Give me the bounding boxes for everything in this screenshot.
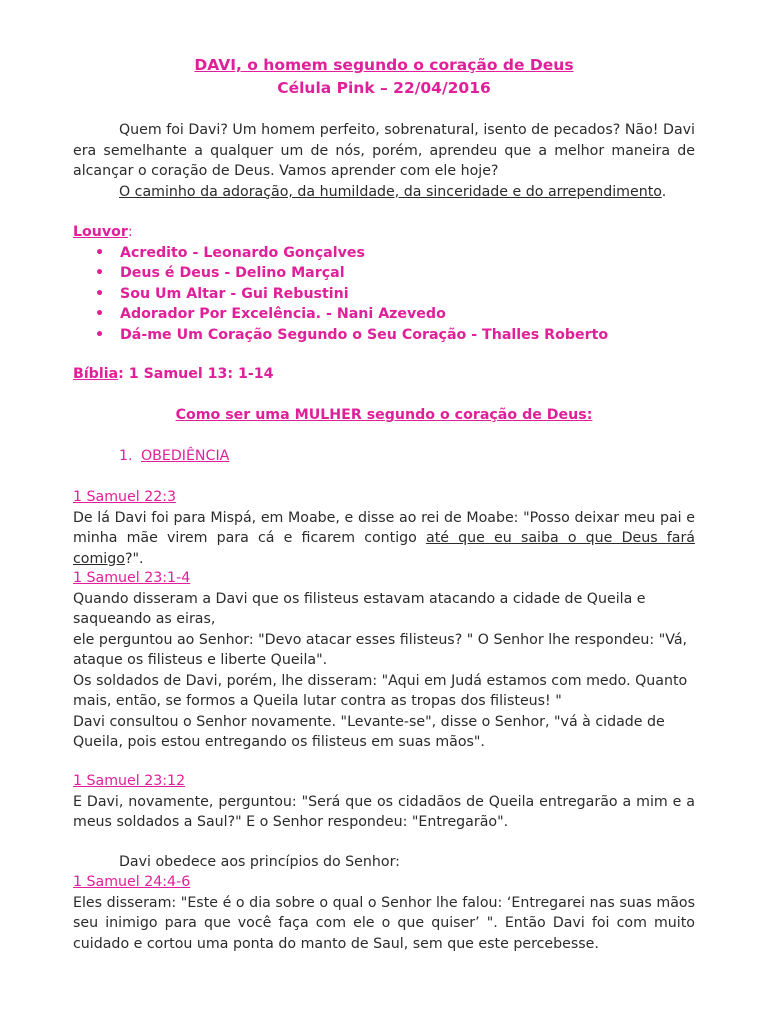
bullet-icon: • <box>95 244 105 261</box>
passage-reference-link[interactable]: 1 Samuel 23:12 <box>73 773 186 789</box>
passage-reference-link[interactable]: 1 Samuel 22:3 <box>73 489 177 505</box>
passage-underlined-text: até que eu saiba o que Deus fará comigo <box>73 530 695 567</box>
passage-reference-link[interactable]: 1 Samuel 23:1-4 <box>73 570 191 586</box>
biblia-label: Bíblia <box>73 366 119 382</box>
point-number: 1. <box>119 448 133 464</box>
section-heading <box>73 405 695 426</box>
passage-2 <box>73 568 695 753</box>
song-item <box>73 284 695 305</box>
obedece-line: Davi obedece aos princípios do Senhor: <box>119 854 400 870</box>
passage-text: Eles disseram: "Este é o dia sobre o qual o Senhor lhe falou: ‘Entregarei nas suas mãos seu inimigo para que você faça com ele o que quiser’ ". Então Davi foi com muito cuidado e cortou uma ponta do manto de Saul, sem que este percebesse. <box>73 894 695 952</box>
passage-text-after: ?". <box>124 550 144 567</box>
section-heading-text: Como ser uma MULHER segundo o coração de Deus: <box>175 407 593 423</box>
song-item <box>73 304 695 325</box>
louvor-label: Louvor <box>73 224 128 240</box>
passage-4 <box>73 872 695 954</box>
song-item <box>73 243 695 264</box>
bullet-icon: • <box>95 326 105 343</box>
passage-line: Quando disseram a Davi que os filisteus estavam atacando a cidade de Queila e saqueando as eiras, <box>73 590 646 627</box>
song-title: Deus é Deus - Delino Marçal <box>120 265 345 281</box>
passage-line: Davi consultou o Senhor novamente. "Levante-se", disse o Senhor, "vá à cidade de Queila, pois estou entregando os filisteus em suas mãos". <box>73 713 665 750</box>
passage-line: Os soldados de Davi, porém, lhe disseram: "Aqui em Judá estamos com medo. Quanto mais, então, se formos a Queila lutar contra as tropas dos filisteus! " <box>73 672 688 709</box>
louvor-section <box>73 222 695 345</box>
passage-line: ele perguntou ao Senhor: "Devo atacar esses filisteus? " O Senhor lhe respondeu: "Vá, ataque os filisteus e liberte Queila". <box>73 631 688 668</box>
point-label: OBEDIÊNCIA <box>141 448 230 464</box>
intro-period: . <box>661 183 667 200</box>
song-list <box>73 243 695 346</box>
song-title: Adorador Por Excelência. - Nani Azevedo <box>120 306 446 322</box>
document-title: DAVI, o homem segundo o coração de Deus <box>194 56 574 74</box>
bullet-icon: • <box>95 306 105 322</box>
song-item <box>73 325 695 346</box>
passage-text <box>73 508 695 570</box>
passage-text-before: De lá Davi foi para Mispá, em Moabe, e disse ao rei de Moabe: "Posso deixar meu pai e minha mãe virem para cá e ficarem contigo <box>73 509 695 546</box>
intro-emphasis <box>73 182 695 203</box>
intro-underlined-line: O caminho da adoração, da humildade, da sinceridade e do arrependimento <box>119 183 662 200</box>
bullet-icon: • <box>95 285 105 302</box>
song-title: Acredito - Leonardo Gonçalves <box>120 244 365 261</box>
biblia-line <box>73 364 695 385</box>
passage-text: E Davi, novamente, perguntou: "Será que os cidadãos de Queila entregarão a mim e a meus soldados a Saul?" E o Senhor respondeu: "Entregarão". <box>73 793 695 830</box>
song-title: Sou Um Altar - Gui Rebustini <box>120 285 349 302</box>
biblia-reference: : 1 Samuel 13: 1-14 <box>118 366 274 382</box>
louvor-colon: : <box>127 224 133 240</box>
bullet-icon: • <box>95 265 105 281</box>
passage-3 <box>73 771 695 833</box>
louvor-heading <box>73 222 695 243</box>
point-one <box>73 446 695 467</box>
passage-reference-link[interactable]: 1 Samuel 24:4-6 <box>73 874 191 890</box>
passage-1 <box>73 487 695 569</box>
song-title: Dá-me Um Coração Segundo o Seu Coração - Thalles Roberto <box>120 326 609 343</box>
document-subtitle: Célula Pink – 22/04/2016 <box>277 79 491 97</box>
intro-paragraph: Quem foi Davi? Um homem perfeito, sobrenatural, isento de pecados? Não! Davi era semelhante a qualquer um de nós, porém, aprendeu que a melhor maneira de alcançar o coração de Deus. Vamos aprender com ele hoje? <box>73 122 695 179</box>
intro-section <box>73 120 695 202</box>
song-item <box>73 263 695 284</box>
